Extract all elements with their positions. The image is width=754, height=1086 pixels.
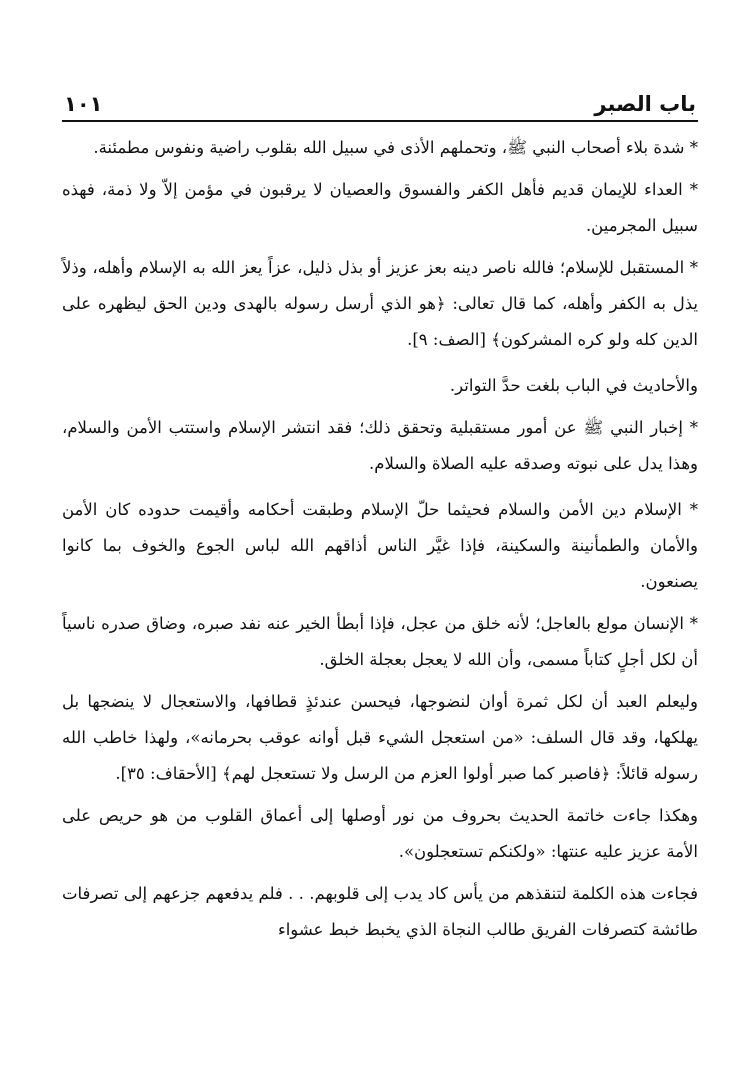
paragraph-prophecy: * إخبار النبي ﷺ عن أمور مستقبلية وتحقق ذلك؛ فقد انتشر الإسلام واستتب الأمن والسلام، وهذا يدل على نبوته وصدقه عليه الصلاة والسلام. bbox=[62, 418, 698, 473]
paragraph-companions-trial: * شدة بلاء أصحاب النبي ﷺ، وتحملهم الأذى في سبيل الله بقلوب راضية ونفوس مطمئنة. bbox=[93, 138, 698, 157]
page-header bbox=[62, 76, 698, 116]
book-page bbox=[62, 76, 698, 954]
chapter-title: باب الصبر bbox=[594, 92, 696, 116]
paragraph-hadith-ending: وهكذا جاءت خاتمة الحديث بحروف من نور أوصلها إلى أعماق القلوب من هو حريص على الأمة عزيز عليه عنتها: «ولكنكم تستعجلون». bbox=[62, 806, 698, 861]
paragraph-hadith-tawatur: والأحاديث في الباب بلغت حدَّ التواتر. bbox=[449, 376, 698, 395]
page-number: ١٠١ bbox=[64, 92, 103, 116]
paragraph-future-of-islam: * المستقبل للإسلام؛ فالله ناصر دينه بعز عزيز أو بذل ذليل، عزاً يعز الله به الإسلام وأهله، وذلاً يذل به الكفر وأهله، كما قال تعالى: ﴿هو الذي أرسل رسوله بالهدى ودين الحق ليظهره على الدين كله ولو كره المشركون﴾ [الصف: ٩]. bbox=[62, 258, 699, 349]
header-rule bbox=[62, 120, 698, 122]
paragraph-human-haste: * الإنسان مولع بالعاجل؛ لأنه خلق من عجل، فإذا أبطأ الخير عنه نفد صبره، وضاق صدره ناسياً أن لكل أجلٍ كتاباً مسمى، وأن الله لا يعجل بعجلة الخلق. bbox=[62, 614, 698, 669]
paragraph-enmity-to-faith: * العداء للإيمان قديم فأهل الكفر والفسوق والعصيان لا يرقبون في مؤمن إلاّ ولا ذمة، فهذه سبيل المجرمين. bbox=[62, 180, 698, 235]
paragraph-the-word: فجاءت هذه الكلمة لتنقذهم من يأس كاد يدب إلى قلوبهم. . . فلم يدفعهم جزعهم إلى تصرفات طائشة كتصرفات الفريق طالب النجاة الذي يخبط خبط عشواء bbox=[62, 884, 698, 939]
paragraph-islam-peace: * الإسلام دين الأمن والسلام فحيثما حلّ الإسلام وطبقت أحكامه وأقيمت حدوده كان الأمن والأمان والطمأنينة والسكينة، فإذا غيَّر الناس أذاقهم الله لباس الجوع والخوف بما كانوا يصنعون. bbox=[62, 500, 698, 591]
page-body bbox=[62, 130, 698, 948]
paragraph-fruit-ripening: وليعلم العبد أن لكل ثمرة أوان لنضوجها، فيحسن عندئذٍ قطافها، والاستعجال لا ينضجها بل يهلكها، وقد قال السلف: «من استعجل الشيء قبل أوانه عوقب بحرمانه»، ولهذا خاطب الله رسوله قائلاً: ﴿فاصبر كما صبر أولوا العزم من الرسل ولا تستعجل لهم﴾ [الأحقاف: ٣٥]. bbox=[62, 692, 698, 783]
